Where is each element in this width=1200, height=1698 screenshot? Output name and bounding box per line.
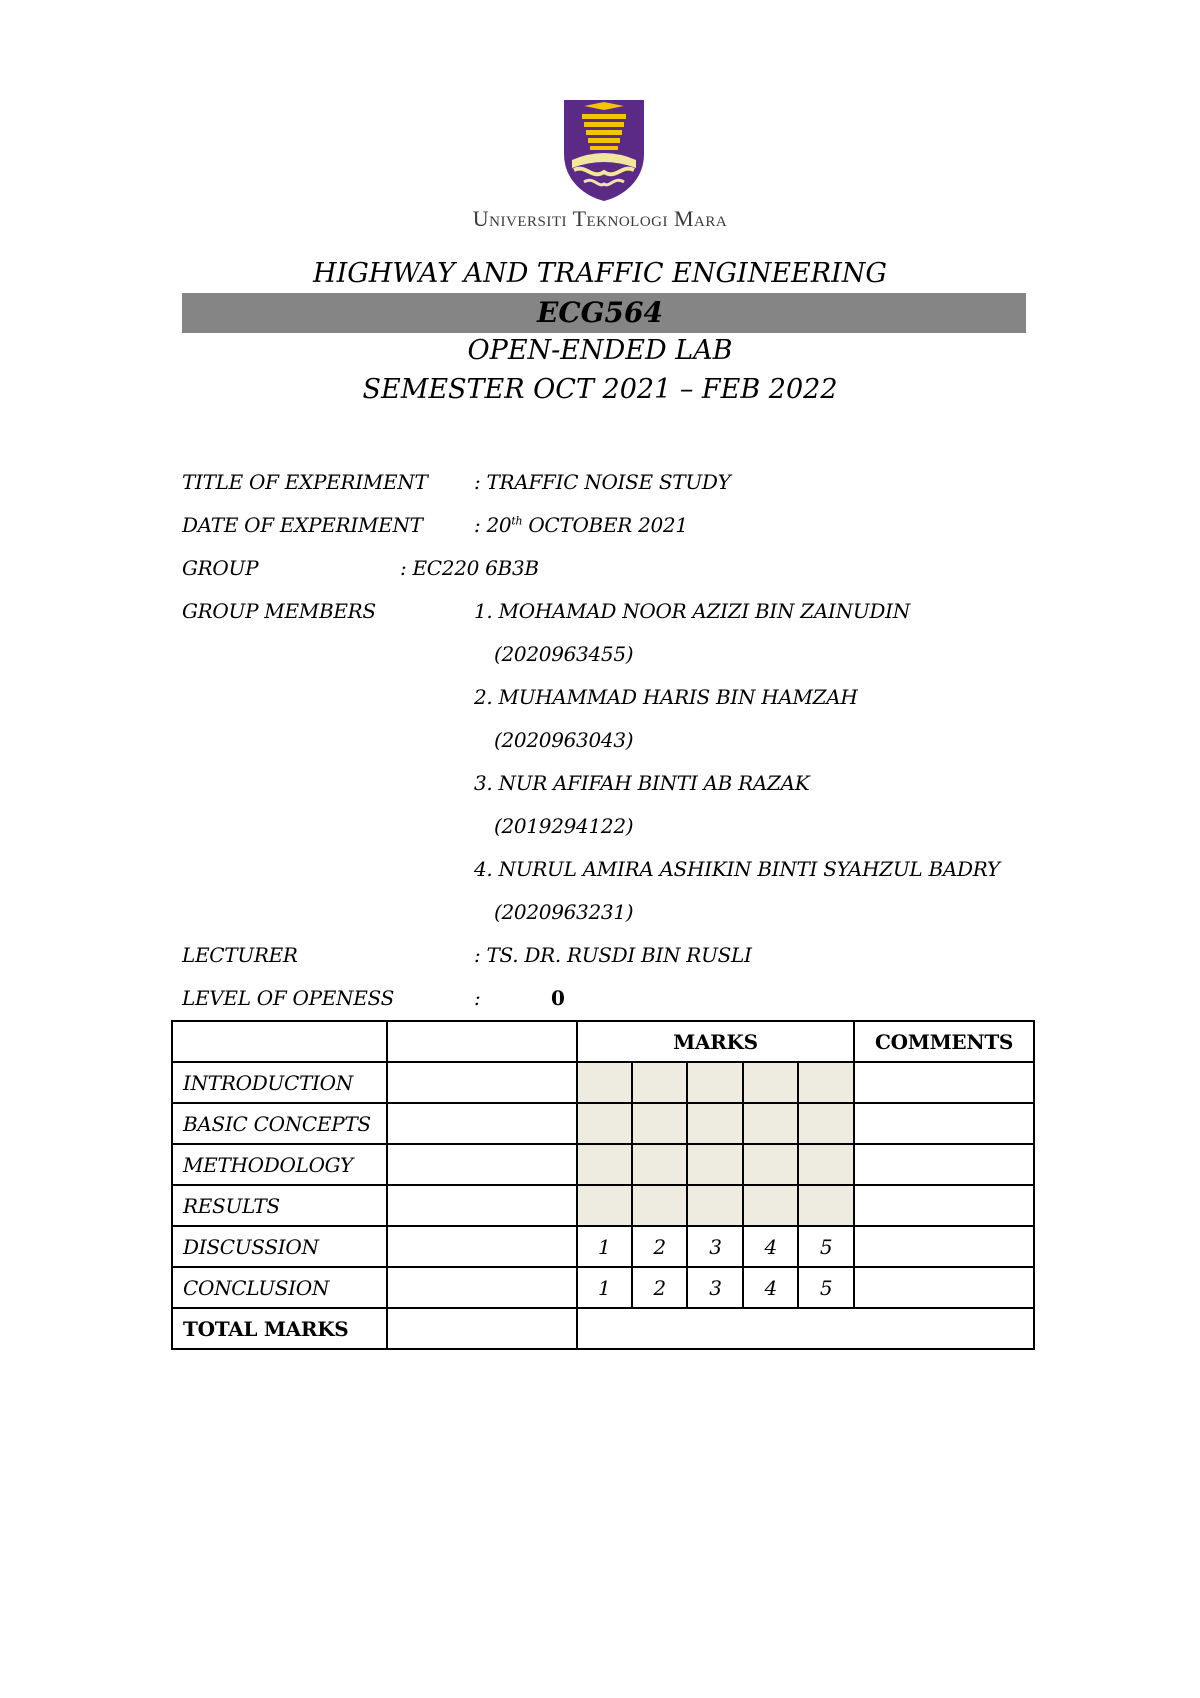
group-value: : EC220 6B3B (400, 556, 539, 580)
input-cell[interactable] (387, 1267, 577, 1308)
table-row (172, 1144, 1034, 1185)
score-cell (632, 1062, 688, 1103)
comment-cell[interactable] (854, 1185, 1034, 1226)
comment-cell[interactable] (854, 1103, 1034, 1144)
score-cell (798, 1185, 854, 1226)
input-cell[interactable] (387, 1185, 577, 1226)
score-cell (577, 1185, 632, 1226)
score-cell (798, 1103, 854, 1144)
comments-header: COMMENTS (854, 1021, 1034, 1062)
row-label: INTRODUCTION (172, 1062, 387, 1103)
lab-type: OPEN-ENDED LAB (467, 335, 733, 366)
total-row (172, 1308, 1034, 1349)
comment-cell[interactable] (854, 1226, 1034, 1267)
score-cell (798, 1144, 854, 1185)
score-cell (577, 1103, 632, 1144)
header-empty-cell (172, 1021, 387, 1062)
row-label: CONCLUSION (172, 1267, 387, 1308)
input-cell[interactable] (387, 1103, 577, 1144)
course-title: HIGHWAY AND TRAFFIC ENGINEERING (313, 258, 887, 289)
marks-table (171, 1020, 1035, 1350)
member-id: (2020963043) (494, 728, 634, 752)
score-cell (743, 1144, 798, 1185)
member-id: (2020963231) (494, 900, 634, 924)
score-cell: 5 (798, 1226, 854, 1267)
openess-colon: : (474, 986, 481, 1010)
comment-cell[interactable] (854, 1267, 1034, 1308)
score-cell (687, 1185, 743, 1226)
table-row (172, 1226, 1034, 1267)
table-row (172, 1062, 1034, 1103)
table-row (172, 1267, 1034, 1308)
date-value: : 20th OCTOBER 2021 (474, 513, 688, 537)
score-cell (687, 1144, 743, 1185)
comment-cell[interactable] (854, 1062, 1034, 1103)
row-label: DISCUSSION (172, 1226, 387, 1267)
marks-header: MARKS (577, 1021, 854, 1062)
score-cell (798, 1062, 854, 1103)
score-cell (743, 1185, 798, 1226)
score-cell: 2 (632, 1267, 688, 1308)
input-cell[interactable] (387, 1226, 577, 1267)
score-cell: 4 (743, 1226, 798, 1267)
member-id: (2020963455) (494, 642, 634, 666)
member-name: 3. NUR AFIFAH BINTI AB RAZAK (474, 771, 810, 795)
member-name: 4. NURUL AMIRA ASHIKIN BINTI SYAHZUL BADRY (474, 857, 1000, 881)
lecturer-label: LECTURER (182, 943, 298, 967)
member-name: 2. MUHAMMAD HARIS BIN HAMZAH (474, 685, 858, 709)
uitm-crest-icon (562, 98, 646, 202)
date-label: DATE OF EXPERIMENT (182, 513, 423, 537)
row-label: METHODOLOGY (172, 1144, 387, 1185)
lecturer-value: : TS. DR. RUSDI BIN RUSLI (474, 943, 752, 967)
title-value: : TRAFFIC NOISE STUDY (474, 470, 731, 494)
member-name: 1. MOHAMAD NOOR AZIZI BIN ZAINUDIN (474, 599, 910, 623)
member-id: (2019294122) (494, 814, 634, 838)
score-cell: 3 (687, 1226, 743, 1267)
score-cell: 2 (632, 1226, 688, 1267)
score-cell (632, 1185, 688, 1226)
header-empty-cell (387, 1021, 577, 1062)
total-label: TOTAL MARKS (172, 1308, 387, 1349)
input-cell[interactable] (387, 1062, 577, 1103)
comment-cell[interactable] (854, 1144, 1034, 1185)
course-code: ECG564 (537, 296, 663, 329)
score-cell: 1 (577, 1267, 632, 1308)
group-label: GROUP (182, 556, 259, 580)
university-name: Universiti Teknologi Mara (472, 206, 728, 231)
score-cell: 4 (743, 1267, 798, 1308)
row-label: BASIC CONCEPTS (172, 1103, 387, 1144)
score-cell (743, 1103, 798, 1144)
score-cell (577, 1062, 632, 1103)
input-cell[interactable] (387, 1144, 577, 1185)
score-cell (632, 1103, 688, 1144)
score-cell (687, 1103, 743, 1144)
total-input-cell[interactable] (387, 1308, 577, 1349)
table-row (172, 1103, 1034, 1144)
semester: SEMESTER OCT 2021 – FEB 2022 (362, 374, 838, 405)
score-cell (687, 1062, 743, 1103)
title-label: TITLE OF EXPERIMENT (182, 470, 428, 494)
score-cell (577, 1144, 632, 1185)
openess-value: 0 (551, 986, 565, 1010)
total-value-cell[interactable] (577, 1308, 1034, 1349)
score-cell: 5 (798, 1267, 854, 1308)
score-cell (632, 1144, 688, 1185)
members-label: GROUP MEMBERS (182, 599, 376, 623)
table-row (172, 1185, 1034, 1226)
score-cell: 3 (687, 1267, 743, 1308)
score-cell: 1 (577, 1226, 632, 1267)
row-label: RESULTS (172, 1185, 387, 1226)
openess-label: LEVEL OF OPENESS (182, 986, 394, 1010)
table-header-row (172, 1021, 1034, 1062)
score-cell (743, 1062, 798, 1103)
